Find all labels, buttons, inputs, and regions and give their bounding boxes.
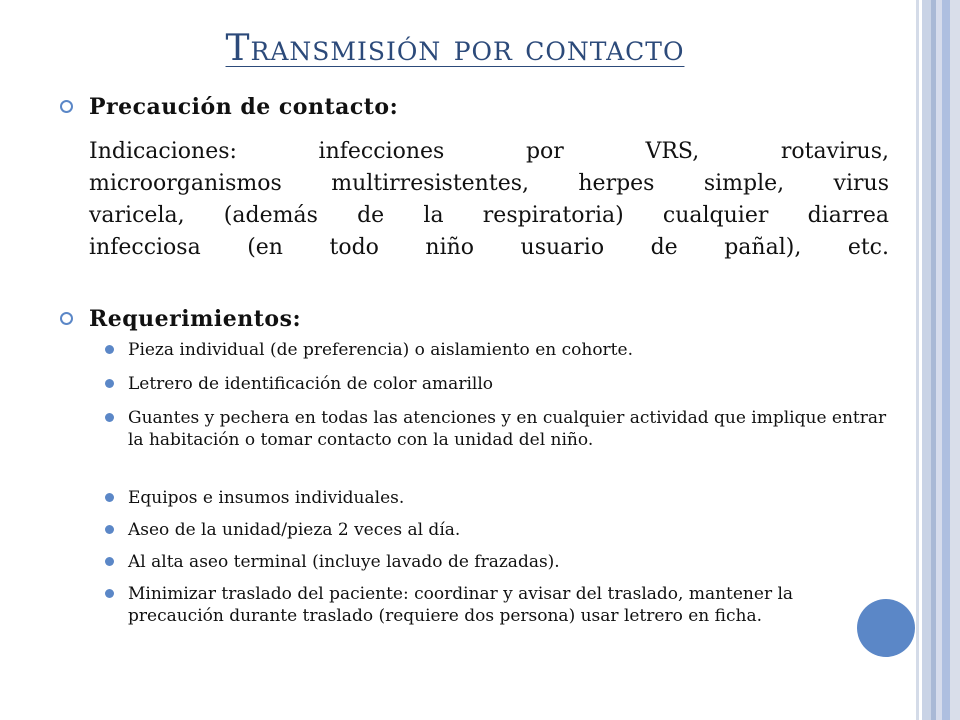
ring-bullet-icon: [60, 312, 73, 325]
dot-bullet-icon: [105, 493, 114, 502]
list-item: Letrero de identificación de color amarillo: [128, 374, 493, 394]
section-heading-requerimientos: Requerimientos:: [89, 306, 302, 332]
paragraph-line: infecciosa (en todo niño usuario de pañal), etc.: [89, 235, 889, 260]
list-item: Al alta aseo terminal (incluye lavado de frazadas).: [128, 552, 560, 572]
section-heading-precaucion: Precaución de contacto:: [89, 94, 399, 120]
indications-paragraph: [89, 136, 889, 264]
list-item: Minimizar traslado del paciente: coordinar y avisar del traslado, mantener la precaución durante traslado (requiere dos persona) usar letrero en ficha.: [128, 584, 794, 626]
decorative-bar: [950, 0, 960, 720]
dot-bullet-icon: [105, 557, 114, 566]
list-item: Equipos e insumos individuales.: [128, 488, 405, 508]
dot-bullet-icon: [105, 589, 114, 598]
paragraph-line: Indicaciones: infecciones por VRS, rotavirus,: [89, 139, 889, 164]
list-item: Pieza individual (de preferencia) o aislamiento en cohorte.: [128, 340, 633, 360]
dot-bullet-icon: [105, 379, 114, 388]
decorative-bar: [916, 0, 919, 720]
paragraph-line: microorganismos multirresistentes, herpes simple, virus: [89, 171, 889, 196]
dot-bullet-icon: [105, 413, 114, 422]
decorative-bar: [942, 0, 950, 720]
list-item: Aseo de la unidad/pieza 2 veces al día.: [128, 520, 461, 540]
decorative-bar: [922, 0, 931, 720]
decorative-circle: [857, 599, 915, 657]
dot-bullet-icon: [105, 345, 114, 354]
ring-bullet-icon: [60, 100, 73, 113]
list-item: Guantes y pechera en todas las atenciones y en cualquier actividad que implique entrar la habitación o tomar contacto con la unidad del niño.: [128, 408, 887, 450]
paragraph-line: varicela, (además de la respiratoria) cualquier diarrea: [89, 203, 889, 228]
slide-title: Transmisión por contacto: [225, 28, 685, 69]
dot-bullet-icon: [105, 525, 114, 534]
